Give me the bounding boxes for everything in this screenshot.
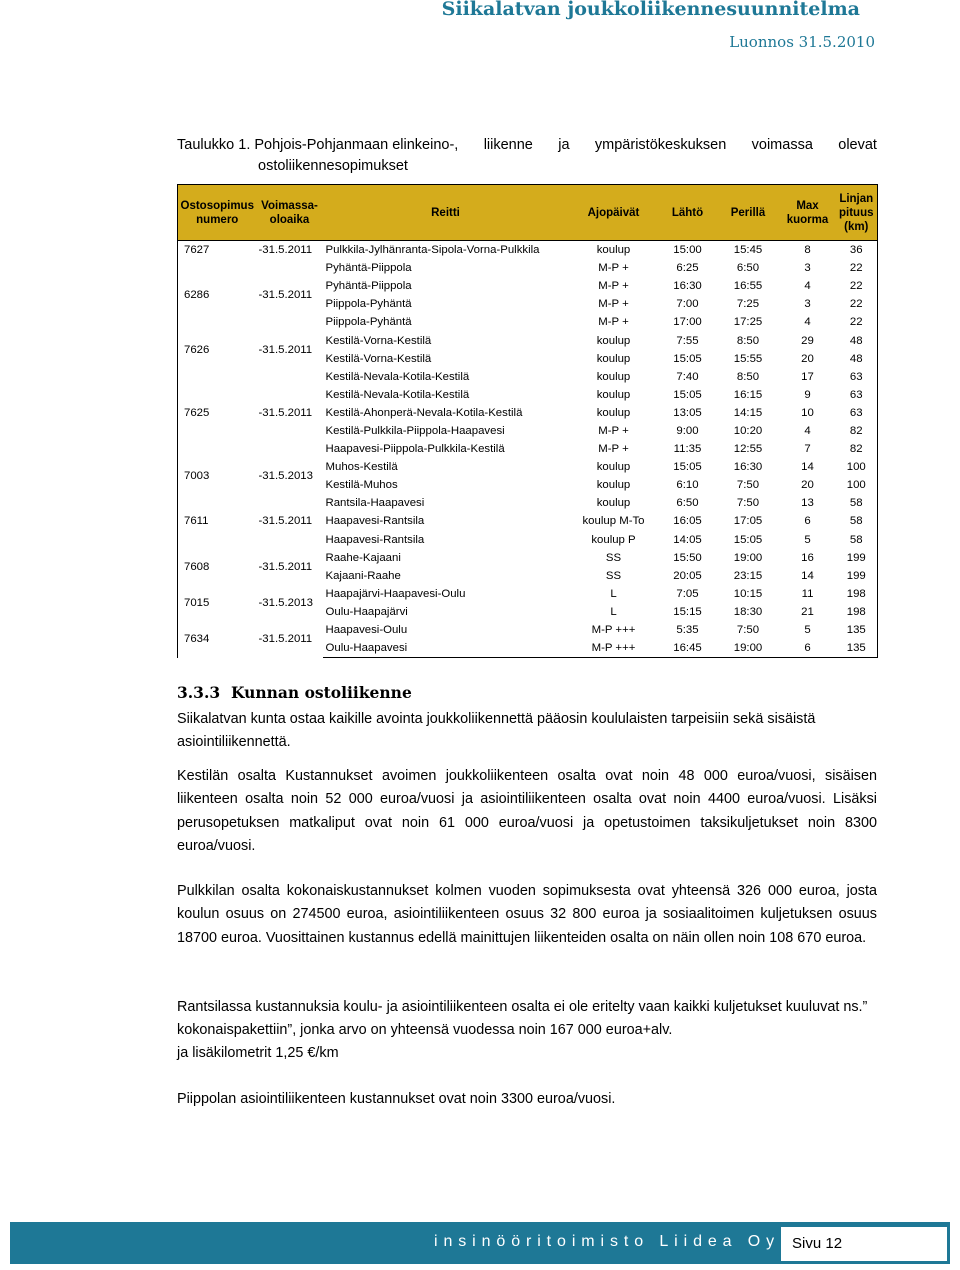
route-cell: Kestilä-Ahonperä-Nevala-Kotila-Kestilä xyxy=(325,406,523,419)
arrival-cell: 15:45 xyxy=(733,244,763,257)
arrival-cell: 6:50 xyxy=(736,262,760,275)
days-cell: M-P + xyxy=(598,443,629,456)
days-cell: koulup xyxy=(596,388,631,401)
days-cell: L xyxy=(610,587,617,600)
departure-cell: 15:05 xyxy=(673,388,702,401)
days-cell: koulup xyxy=(596,334,631,347)
max-load-cell: 8 xyxy=(804,244,811,257)
departure-cell: 7:40 xyxy=(676,370,699,383)
days-cell: M-P + xyxy=(598,298,629,311)
departure-cell: 14:05 xyxy=(673,533,702,546)
paragraph: Kestilän osalta Kustannukset avoimen joukkoliikenteen osalta ovat noin 48 000 euroa/vuosi, sisäisen liikenteen osalta noin 52 000 euroa/vuosi ja asiointiliikenteen osalta ovat noin 4400 euroa/vuosi. Lisäksi perusopetuksen matkaliput ovat noin 61 000 euroa/vuosi ja opetustoimen taksikuljetukset noin 8300 euroa/vuosi. xyxy=(177,768,877,854)
days-cell: koulup xyxy=(596,370,631,383)
departure-cell: 13:05 xyxy=(673,406,702,419)
departure-cell: 7:05 xyxy=(676,587,699,600)
page-number: Sivu 12 xyxy=(792,1235,843,1252)
arrival-cell: 8:50 xyxy=(736,370,760,383)
departure-cell: 15:15 xyxy=(673,605,702,618)
length-cell: 135 xyxy=(846,624,866,637)
days-cell: M-P +++ xyxy=(569,639,659,658)
route-cell: Pyhäntä-Piippola xyxy=(325,262,412,275)
route-cell: Pulkkila-Jylhänranta-Sipola-Vorna-Pulkkila xyxy=(325,244,540,257)
contract-number-cell: 7627 xyxy=(184,244,210,257)
departure-cell: 15:05 xyxy=(673,461,702,474)
max-load-cell: 21 xyxy=(801,605,814,618)
max-load-cell: 4 xyxy=(804,316,811,329)
arrival-cell: 12:55 xyxy=(733,443,763,456)
contracts-table xyxy=(177,184,878,658)
max-load-cell: 6 xyxy=(804,515,811,528)
table-row xyxy=(178,458,878,476)
route-cell: Haapavesi-Oulu xyxy=(325,624,408,637)
validity-cell: -31.5.2011 xyxy=(258,633,313,646)
route-cell: Oulu-Haapavesi xyxy=(323,639,569,658)
days-cell: koulup M-To xyxy=(582,515,645,528)
contract-number-cell: 7626 xyxy=(184,343,210,356)
route-cell: Kajaani-Raahe xyxy=(325,569,401,582)
max-load-cell: 11 xyxy=(801,587,814,600)
arrival-cell: 10:20 xyxy=(733,424,763,437)
arrival-cell: 19:00 xyxy=(717,639,780,658)
caption-word: Taulukko 1. Pohjois-Pohjanmaan elinkeino-, xyxy=(177,137,459,153)
length-cell: 63 xyxy=(849,370,863,383)
departure-cell: 6:25 xyxy=(676,262,699,275)
route-cell: Haapavesi-Rantsila xyxy=(325,515,425,528)
arrival-cell: 16:55 xyxy=(733,280,763,293)
arrival-cell: 7:50 xyxy=(736,497,760,510)
length-cell: 36 xyxy=(849,244,863,257)
departure-cell: 16:45 xyxy=(659,639,717,658)
length-cell: 22 xyxy=(849,262,863,275)
departure-cell: 6:50 xyxy=(676,497,699,510)
table-row xyxy=(178,549,878,567)
max-load-cell: 5 xyxy=(804,533,811,546)
days-cell: M-P +++ xyxy=(591,624,636,637)
contract-number-cell: 7015 xyxy=(184,596,210,609)
arrival-cell: 15:55 xyxy=(733,352,763,365)
departure-cell: 5:35 xyxy=(676,624,699,637)
length-cell: 58 xyxy=(849,497,863,510)
table-row xyxy=(178,585,878,603)
route-cell: Kestilä-Nevala-Kotila-Kestilä xyxy=(325,370,470,383)
length-cell: 100 xyxy=(846,479,866,492)
length-cell: 199 xyxy=(846,569,866,582)
departure-cell: 17:00 xyxy=(673,316,702,329)
max-load-cell: 14 xyxy=(801,569,814,582)
route-cell: Haapavesi-Rantsila xyxy=(325,533,425,546)
header-lahto: Lähtö xyxy=(659,185,717,241)
route-cell: Haapavesi-Piippola-Pulkkila-Kestilä xyxy=(325,443,505,456)
length-cell: 199 xyxy=(846,551,866,564)
contract-number-cell: 7611 xyxy=(184,515,209,528)
caption-word: voimassa xyxy=(751,137,813,153)
length-cell: 48 xyxy=(849,334,863,347)
document-title: Siikalatvan joukkoliikennesuunnitelma xyxy=(441,0,860,20)
validity-cell: -31.5.2011 xyxy=(258,343,313,356)
length-cell: 58 xyxy=(849,515,863,528)
days-cell: koulup xyxy=(596,352,631,365)
departure-cell: 7:55 xyxy=(676,334,699,347)
days-cell: M-P + xyxy=(598,424,629,437)
max-load-cell: 20 xyxy=(801,352,814,365)
arrival-cell: 7:25 xyxy=(736,298,760,311)
max-load-cell: 9 xyxy=(804,388,811,401)
header-ostosopimus: Ostosopimus numero xyxy=(178,185,257,241)
departure-cell: 16:05 xyxy=(673,515,702,528)
validity-cell: -31.5.2013 xyxy=(258,470,313,483)
departure-cell: 20:05 xyxy=(673,569,702,582)
arrival-cell: 19:00 xyxy=(733,551,763,564)
days-cell: L xyxy=(610,605,617,618)
caption-word: olevat xyxy=(838,137,877,153)
departure-cell: 15:00 xyxy=(673,244,702,257)
departure-cell: 15:05 xyxy=(673,352,702,365)
max-load-cell: 4 xyxy=(804,280,811,293)
days-cell: SS xyxy=(605,551,622,564)
validity-cell: -31.5.2011 xyxy=(258,244,313,257)
header-ajopaivat: Ajopäivät xyxy=(569,185,659,241)
arrival-cell: 14:15 xyxy=(733,406,763,419)
max-load-cell: 10 xyxy=(801,406,814,419)
arrival-cell: 16:15 xyxy=(733,388,763,401)
paragraph: Piippolan asiointiliikenteen kustannukset ovat noin 3300 euroa/vuosi. xyxy=(177,1091,616,1107)
arrival-cell: 8:50 xyxy=(736,334,760,347)
contract-number-cell: 6286 xyxy=(184,289,210,302)
table-row xyxy=(178,259,878,277)
table-header-row xyxy=(178,185,878,241)
arrival-cell: 17:25 xyxy=(733,316,763,329)
departure-cell: 6:10 xyxy=(676,479,699,492)
departure-cell: 15:50 xyxy=(673,551,702,564)
contract-number-cell: 7003 xyxy=(184,470,210,483)
arrival-cell: 7:50 xyxy=(736,624,760,637)
route-cell: Rantsila-Haapavesi xyxy=(325,497,425,510)
max-load-cell: 4 xyxy=(804,424,811,437)
header-max-kuorma: Max kuorma xyxy=(780,185,836,241)
table-row xyxy=(178,368,878,386)
max-load-cell: 16 xyxy=(801,551,814,564)
table-row xyxy=(178,494,878,512)
route-cell: Kestilä-Nevala-Kotila-Kestilä xyxy=(325,388,470,401)
days-cell: koulup xyxy=(596,497,631,510)
length-cell: 63 xyxy=(849,388,863,401)
departure-cell: 16:30 xyxy=(673,280,702,293)
max-load-cell: 20 xyxy=(801,479,814,492)
route-cell: Pyhäntä-Piippola xyxy=(325,280,412,293)
route-cell: Kestilä-Pulkkila-Piippola-Haapavesi xyxy=(325,424,505,437)
document-version: Luonnos 31.5.2010 xyxy=(729,33,875,51)
validity-cell: -31.5.2011 xyxy=(258,560,313,573)
days-cell: M-P + xyxy=(598,316,629,329)
route-cell: Piippola-Pyhäntä xyxy=(325,298,412,311)
length-cell: 48 xyxy=(849,352,863,365)
table-row xyxy=(178,331,878,349)
length-cell: 22 xyxy=(849,280,863,293)
length-cell: 82 xyxy=(849,443,863,456)
validity-cell: -31.5.2013 xyxy=(258,596,313,609)
paragraph: ja lisäkilometrit 1,25 €/km xyxy=(177,1045,339,1061)
days-cell: koulup xyxy=(596,461,631,474)
arrival-cell: 18:30 xyxy=(733,605,763,618)
days-cell: SS xyxy=(605,569,622,582)
table-row xyxy=(178,621,878,639)
arrival-cell: 10:15 xyxy=(733,587,763,600)
table-body xyxy=(178,241,878,658)
arrival-cell: 23:15 xyxy=(733,569,763,582)
paragraph: Siikalatvan kunta ostaa kaikille avointa joukkoliikennettä pääosin koululaisten tarpeisiin sekä sisäistä asiointiliikennettä. xyxy=(177,711,816,751)
validity-cell: -31.5.2011 xyxy=(258,515,313,528)
paragraph: Rantsilassa kustannuksia koulu- ja asiointiliikenteen osalta ei ole eritelty vaan kaikki kuljetukset kuuluvat ns.” kokonaispakettiin”, jonka arvo on yhteensä vuodessa noin 167 000 euroa+alv. xyxy=(177,999,868,1039)
max-load-cell: 14 xyxy=(801,461,814,474)
arrival-cell: 7:50 xyxy=(736,479,760,492)
days-cell: koulup xyxy=(596,479,631,492)
validity-cell: -31.5.2011 xyxy=(258,289,313,302)
contract-number-cell: 7625 xyxy=(184,406,210,419)
contract-number-cell: 7634 xyxy=(184,633,210,646)
length-cell: 63 xyxy=(849,406,863,419)
days-cell: koulup P xyxy=(591,533,636,546)
footer-company: insinööritoimisto Liidea Oy xyxy=(434,1233,781,1250)
header-reitti: Reitti xyxy=(323,185,569,241)
validity-cell: -31.5.2011 xyxy=(258,406,313,419)
max-load-cell: 7 xyxy=(804,443,811,456)
length-cell: 198 xyxy=(846,605,866,618)
max-load-cell: 17 xyxy=(801,370,814,383)
length-cell: 198 xyxy=(846,587,866,600)
departure-cell: 9:00 xyxy=(676,424,699,437)
arrival-cell: 15:05 xyxy=(733,533,763,546)
route-cell: Piippola-Pyhäntä xyxy=(325,316,412,329)
arrival-cell: 17:05 xyxy=(733,515,763,528)
days-cell: koulup xyxy=(596,244,631,257)
caption-word: liikenne xyxy=(483,137,533,153)
route-cell: Kestilä-Vorna-Kestilä xyxy=(325,334,432,347)
table-caption xyxy=(177,135,877,177)
caption-word: ja xyxy=(558,137,570,153)
section-heading: 3.3.3 Kunnan ostoliikenne xyxy=(177,683,412,702)
caption-line-2: ostoliikennesopimukset xyxy=(258,158,408,174)
max-load-cell: 3 xyxy=(804,262,811,275)
max-load-cell: 13 xyxy=(801,497,814,510)
route-cell: Kestilä-Vorna-Kestilä xyxy=(325,352,432,365)
max-load-cell: 3 xyxy=(804,298,811,311)
max-load-cell: 29 xyxy=(801,334,814,347)
departure-cell: 11:35 xyxy=(673,443,702,456)
length-cell: 58 xyxy=(849,533,863,546)
route-cell: Oulu-Haapajärvi xyxy=(325,605,408,618)
days-cell: M-P + xyxy=(598,262,629,275)
length-cell: 22 xyxy=(849,298,863,311)
header-perilla: Perillä xyxy=(717,185,780,241)
header-voimassaoloaika: Voimassa- oloaika xyxy=(257,185,323,241)
length-cell: 22 xyxy=(849,316,863,329)
days-cell: M-P + xyxy=(598,280,629,293)
route-cell: Haapajärvi-Haapavesi-Oulu xyxy=(325,587,466,600)
departure-cell: 7:00 xyxy=(676,298,699,311)
route-cell: Kestilä-Muhos xyxy=(325,479,398,492)
route-cell: Raahe-Kajaani xyxy=(325,551,401,564)
length-cell: 82 xyxy=(849,424,863,437)
contract-number-cell: 7608 xyxy=(184,560,210,573)
days-cell: koulup xyxy=(596,406,631,419)
header-linjan-pituus: Linjan pituus (km) xyxy=(836,185,878,241)
caption-word: ympäristökeskuksen xyxy=(594,137,727,153)
route-cell: Muhos-Kestilä xyxy=(325,461,398,474)
arrival-cell: 16:30 xyxy=(733,461,763,474)
paragraph: Pulkkilan osalta kokonaiskustannukset kolmen vuoden sopimuksesta ovat yhteensä 326 000 euroa, josta koulun osuus on 274500 euroa, asiointiliikenteen osuus 32 800 euroa ja sosiaalitoimen kuljetuksen osuus 18700 euroa. Vuosittainen kustannus edellä mainittujen liikenteiden osalta on näin ollen noin 108 670 euroa. xyxy=(177,883,877,946)
length-cell: 135 xyxy=(836,639,878,658)
length-cell: 100 xyxy=(846,461,866,474)
max-load-cell: 5 xyxy=(804,624,811,637)
table-row xyxy=(178,241,878,260)
max-load-cell: 6 xyxy=(780,639,836,658)
